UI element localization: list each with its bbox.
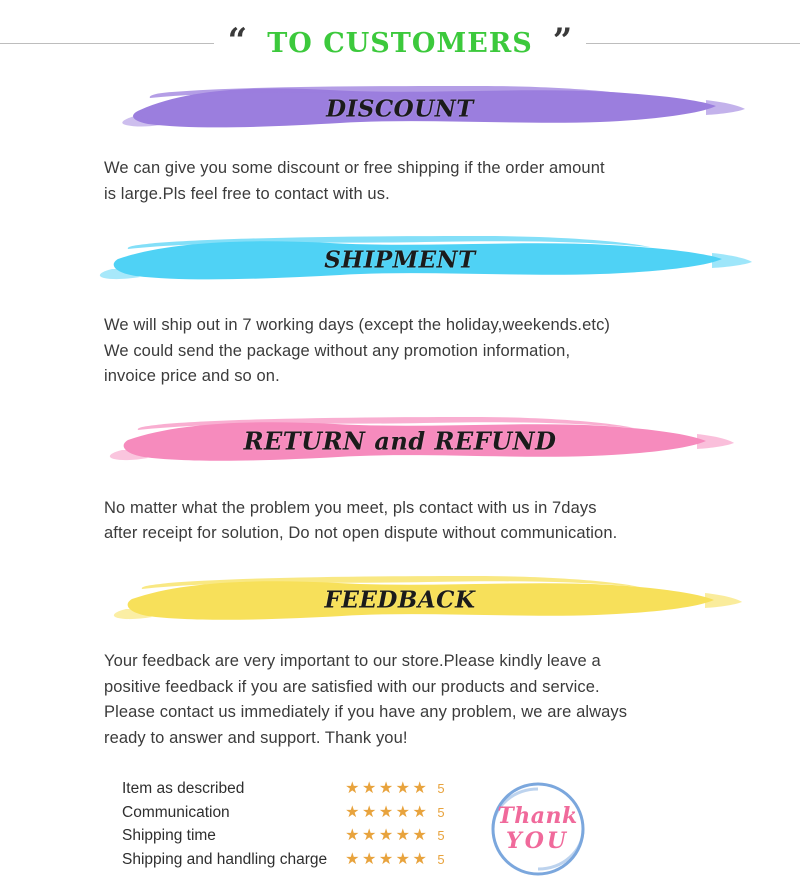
- rating-label: Shipping and handling charge: [122, 850, 328, 868]
- section-discount: [0, 78, 800, 207]
- thank-you-line-2: YOU: [506, 828, 570, 855]
- rating-row: [122, 824, 327, 848]
- rating-label: Item as described: [122, 780, 245, 798]
- section-shipment: [0, 229, 800, 390]
- page-header: [0, 8, 800, 78]
- rating-row: [122, 848, 327, 872]
- rating-row: [122, 777, 327, 801]
- rating-label-column: [122, 777, 327, 871]
- discount-label: DISCOUNT: [326, 95, 474, 123]
- rating-score: 5: [437, 828, 445, 844]
- rating-label: Shipping time: [122, 827, 216, 845]
- shipment-line-2: We could send the package without any promotion information,: [104, 341, 571, 360]
- star-rating-icon: ★★★★★: [345, 850, 430, 868]
- feedback-brush-banner: [0, 569, 800, 631]
- feedback-line-1: Your feedback are very important to our store.Please kindly leave a: [104, 651, 601, 670]
- discount-line-1: We can give you some discount or free shipping if the order amount: [104, 159, 605, 177]
- feedback-label: FEEDBACK: [324, 586, 476, 614]
- rating-score: 5: [437, 804, 445, 820]
- shipment-line-1: We will ship out in 7 working days (except the holiday,weekends.etc): [104, 316, 611, 335]
- shipment-body: [0, 313, 800, 390]
- thank-you-badge: [479, 777, 597, 881]
- header-rule-right: [586, 43, 800, 44]
- return-refund-brush-banner: [0, 410, 800, 472]
- shipment-line-3: invoice price and so on.: [104, 367, 280, 386]
- star-rating-icon: ★★★★★: [345, 803, 430, 821]
- quote-open-icon: “: [227, 21, 248, 61]
- feedback-body: [0, 649, 800, 751]
- feedback-line-4: ready to answer and support. Thank you!: [104, 728, 408, 747]
- thank-you-text: [479, 777, 597, 881]
- rating-row: [345, 801, 444, 825]
- page-title: TO CUSTOMERS: [267, 27, 533, 59]
- rating-score: 5: [437, 781, 445, 797]
- header-rule-left: [0, 43, 214, 44]
- feedback-line-3: Please contact us immediately if you have any problem, we are always: [104, 703, 628, 722]
- shipment-label: SHIPMENT: [324, 246, 476, 274]
- star-rating-icon: ★★★★★: [345, 780, 430, 798]
- rating-score: 5: [437, 851, 445, 867]
- shipment-brush-banner: [0, 229, 800, 291]
- feedback-line-2: positive feedback if you are satisfied with our products and service.: [104, 677, 600, 696]
- thank-you-line-1: Thank: [497, 803, 578, 830]
- ratings-block: [0, 751, 800, 881]
- return-refund-label: RETURN and REFUND: [243, 426, 557, 456]
- return-refund-body: [0, 496, 800, 547]
- quote-close-icon: ”: [552, 21, 573, 61]
- rating-row: [345, 848, 444, 872]
- rating-row: [345, 824, 444, 848]
- section-return-refund: [0, 410, 800, 547]
- discount-body: [0, 156, 800, 207]
- rating-row: [345, 777, 444, 801]
- rating-stars-column: [345, 777, 444, 871]
- star-rating-icon: ★★★★★: [345, 827, 430, 845]
- rating-row: [122, 801, 327, 825]
- return-refund-line-2: after receipt for solution, Do not open dispute without communication.: [104, 524, 618, 543]
- discount-brush-banner: [0, 78, 800, 140]
- return-refund-line-1: No matter what the problem you meet, pls contact with us in 7days: [104, 498, 597, 517]
- discount-line-2: is large.Pls feel free to contact with us.: [104, 184, 390, 203]
- rating-label: Communication: [122, 803, 230, 821]
- section-feedback: [0, 569, 800, 751]
